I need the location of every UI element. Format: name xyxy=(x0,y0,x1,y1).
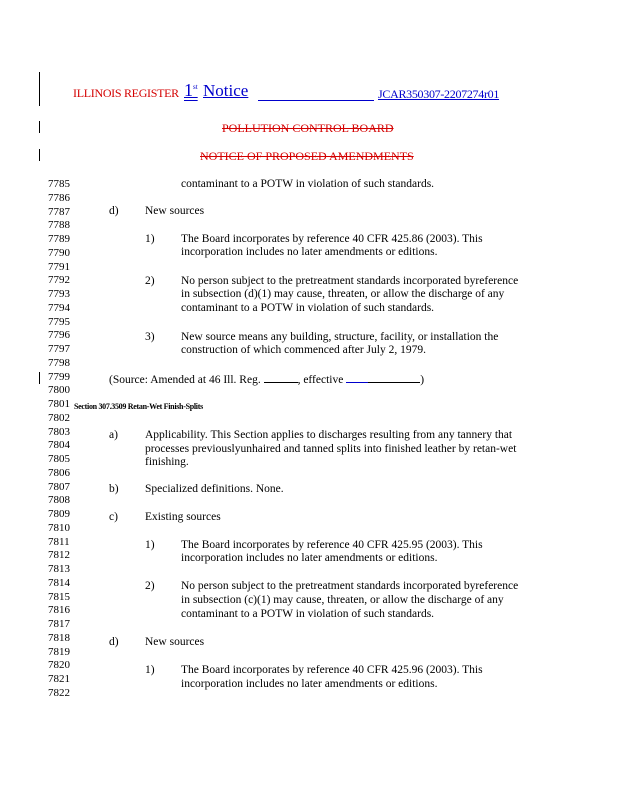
line-number: 7796 xyxy=(48,329,70,342)
line-number: 7801 xyxy=(48,398,70,410)
body-line: incorporation includes no later amendments or editions. xyxy=(181,552,438,564)
list-label: 3) xyxy=(145,331,155,343)
line-number: 7792 xyxy=(48,274,70,287)
line-number: 7818 xyxy=(48,631,70,644)
line-number: 7791 xyxy=(48,260,70,273)
body-line: construction of which commenced after July 2, 1979. xyxy=(181,344,426,356)
body-line: incorporation includes no later amendments or editions. xyxy=(181,678,438,690)
body-line: in subsection (c)(1) may cause, threaten, or allow the discharge of any xyxy=(181,594,504,606)
line-number: 7811 xyxy=(48,535,70,548)
line-number: 7793 xyxy=(48,288,70,300)
body-line: contaminant to a POTW in violation of such standards. xyxy=(181,608,435,620)
body-line: New source means any building, structure, facility, or installation the xyxy=(181,331,499,343)
body-line: finishing. xyxy=(145,456,189,468)
register-title: ILLINOIS REGISTER xyxy=(73,86,179,100)
change-bar xyxy=(39,372,40,384)
line-number: 7806 xyxy=(48,466,70,479)
section-heading: Section 307.3509 Retan-Wet Finish-Splits xyxy=(74,402,203,411)
line-number: 7810 xyxy=(48,521,70,534)
line-number: 7804 xyxy=(48,439,70,452)
line-number: 7820 xyxy=(48,659,70,672)
source-note-end: ) xyxy=(420,374,425,386)
page-number-value: 1 xyxy=(184,80,193,100)
list-heading: New sources xyxy=(145,636,205,648)
line-number: 7789 xyxy=(48,233,70,245)
body-line: incorporation includes no later amendments or editions. xyxy=(181,246,438,258)
line-number: 7809 xyxy=(48,508,70,520)
jcar-code: JCAR350307-2207274r01 xyxy=(378,87,500,101)
page-number xyxy=(184,80,198,101)
list-heading: Existing sources xyxy=(145,511,221,523)
line-number: 7808 xyxy=(48,494,70,507)
list-label: 2) xyxy=(145,275,155,287)
change-bar xyxy=(39,149,40,161)
notice-title: NOTICE OF PROPOSED AMENDMENTS xyxy=(200,149,414,163)
line-number: 7785 xyxy=(48,178,70,190)
line-number: 7798 xyxy=(48,356,70,369)
list-label: c) xyxy=(109,511,118,523)
change-bar xyxy=(39,72,40,106)
list-label: 1) xyxy=(145,664,155,676)
line-number: 7787 xyxy=(48,205,70,218)
line-number: 7821 xyxy=(48,673,70,685)
line-number: 7815 xyxy=(48,590,70,603)
line-number: 7800 xyxy=(48,384,70,397)
line-number: 7786 xyxy=(48,191,70,204)
line-number: 7807 xyxy=(48,480,70,493)
source-note-start: (Source: Amended at 46 Ill. Reg. xyxy=(109,374,264,386)
list-label: 1) xyxy=(145,233,155,245)
body-line: processes previouslyunhaired and tanned splits into finished leather by retan-wet xyxy=(145,443,517,455)
line-number: 7799 xyxy=(48,370,70,383)
source-note xyxy=(109,372,424,387)
line-number: 7790 xyxy=(48,246,70,259)
list-label: d) xyxy=(109,205,119,217)
line-number: 7788 xyxy=(48,219,70,232)
notice-label: Notice xyxy=(203,81,249,100)
line-number: 7816 xyxy=(48,604,70,617)
page-number-suffix: st xyxy=(193,83,198,91)
body-line: in subsection (d)(1) may cause, threaten, or allow the discharge of any xyxy=(181,288,505,300)
line-number: 7814 xyxy=(48,576,70,589)
list-label: d) xyxy=(109,636,119,648)
body-line: Specialized definitions. None. xyxy=(145,483,284,495)
body-line: The Board incorporates by reference 40 CFR 425.86 (2003). This xyxy=(181,233,483,245)
list-label: 1) xyxy=(145,539,155,551)
notice-underline xyxy=(258,86,374,101)
change-bar xyxy=(39,121,40,133)
body-line: No person subject to the pretreatment standards incorporated byreference xyxy=(181,275,519,287)
line-number: 7812 xyxy=(48,549,70,562)
body-line: Applicability. This Section applies to discharges resulting from any tannery that xyxy=(145,429,513,441)
board-name: POLLUTION CONTROL BOARD xyxy=(222,121,394,135)
line-number: 7797 xyxy=(48,343,70,355)
list-heading: New sources xyxy=(145,205,205,217)
line-number: 7794 xyxy=(48,301,70,314)
line-number: 7822 xyxy=(48,686,70,699)
list-label: b) xyxy=(109,483,119,495)
list-label: a) xyxy=(109,429,118,441)
body-line: contaminant to a POTW in violation of such standards. xyxy=(181,302,435,314)
line-number: 7795 xyxy=(48,315,70,328)
body-line: No person subject to the pretreatment standards incorporated byreference xyxy=(181,580,519,592)
source-note-mid: , effective xyxy=(297,374,347,386)
line-number: 7803 xyxy=(48,425,70,438)
list-label: 2) xyxy=(145,580,155,592)
body-line: The Board incorporates by reference 40 CFR 425.95 (2003). This xyxy=(181,539,483,551)
line-number: 7813 xyxy=(48,563,70,575)
body-line: contaminant to a POTW in violation of such standards. xyxy=(181,178,435,190)
body-line: The Board incorporates by reference 40 CFR 425.96 (2003). This xyxy=(181,664,483,676)
line-number: 7819 xyxy=(48,645,70,658)
line-number: 7802 xyxy=(48,411,70,424)
line-number: 7805 xyxy=(48,453,70,465)
line-number: 7817 xyxy=(48,618,70,630)
